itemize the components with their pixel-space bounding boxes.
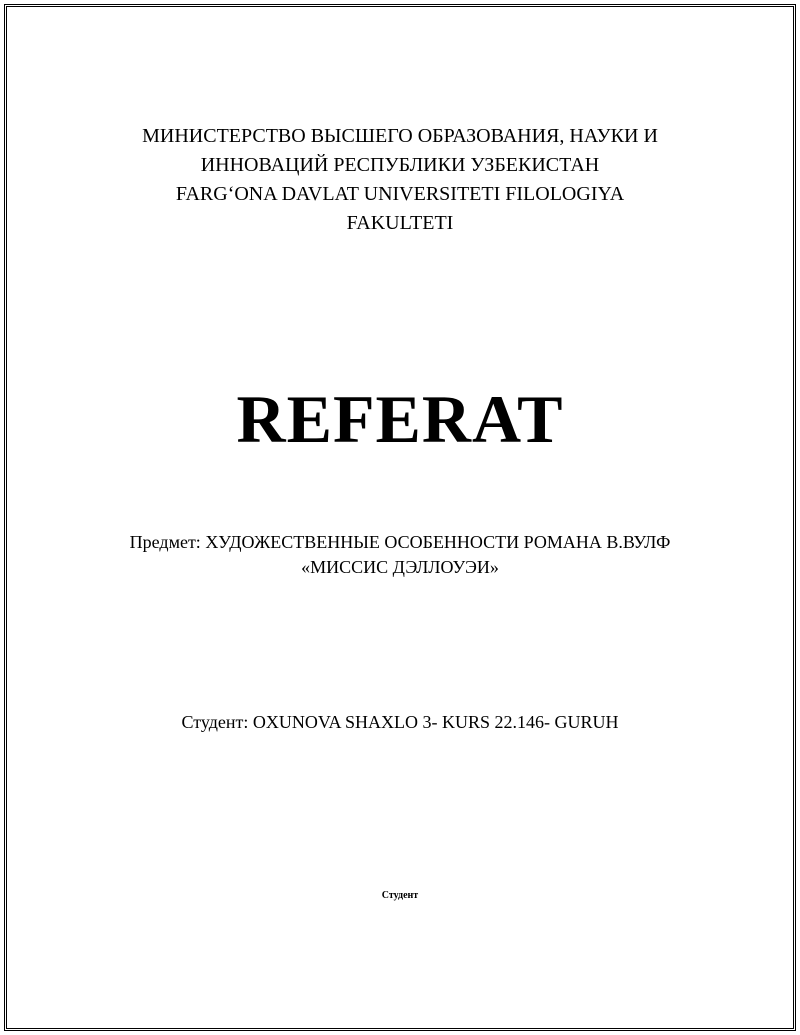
header-line-4: FAKULTETI xyxy=(346,212,454,234)
header-line-2: ИННОВАЦИЙ РЕСПУБЛИКИ УЗБЕКИСТАН xyxy=(200,154,600,176)
student-block xyxy=(0,710,800,735)
document-title: REFERAT xyxy=(236,381,564,457)
subject-line-2: «МИССИС ДЭЛЛОУЭИ» xyxy=(301,557,499,577)
institution-header xyxy=(0,122,800,238)
subject-line-1: Предмет: ХУДОЖЕСТВЕННЫЕ ОСОБЕННОСТИ РОМАНА В.ВУЛФ xyxy=(129,532,671,552)
subject-block xyxy=(0,530,800,580)
header-line-3: FARG‘ONA DAVLAT UNIVERSITETI FILOLOGIYA xyxy=(175,183,625,205)
header-line-1: МИНИСТЕРСТВО ВЫСШЕГО ОБРАЗОВАНИЯ, НАУКИ И xyxy=(142,125,658,147)
footer-student-label: Студент xyxy=(381,890,419,901)
student-line: Студент: OXUNOVA SHAXLO 3- KURS 22.146- GURUH xyxy=(181,712,619,732)
